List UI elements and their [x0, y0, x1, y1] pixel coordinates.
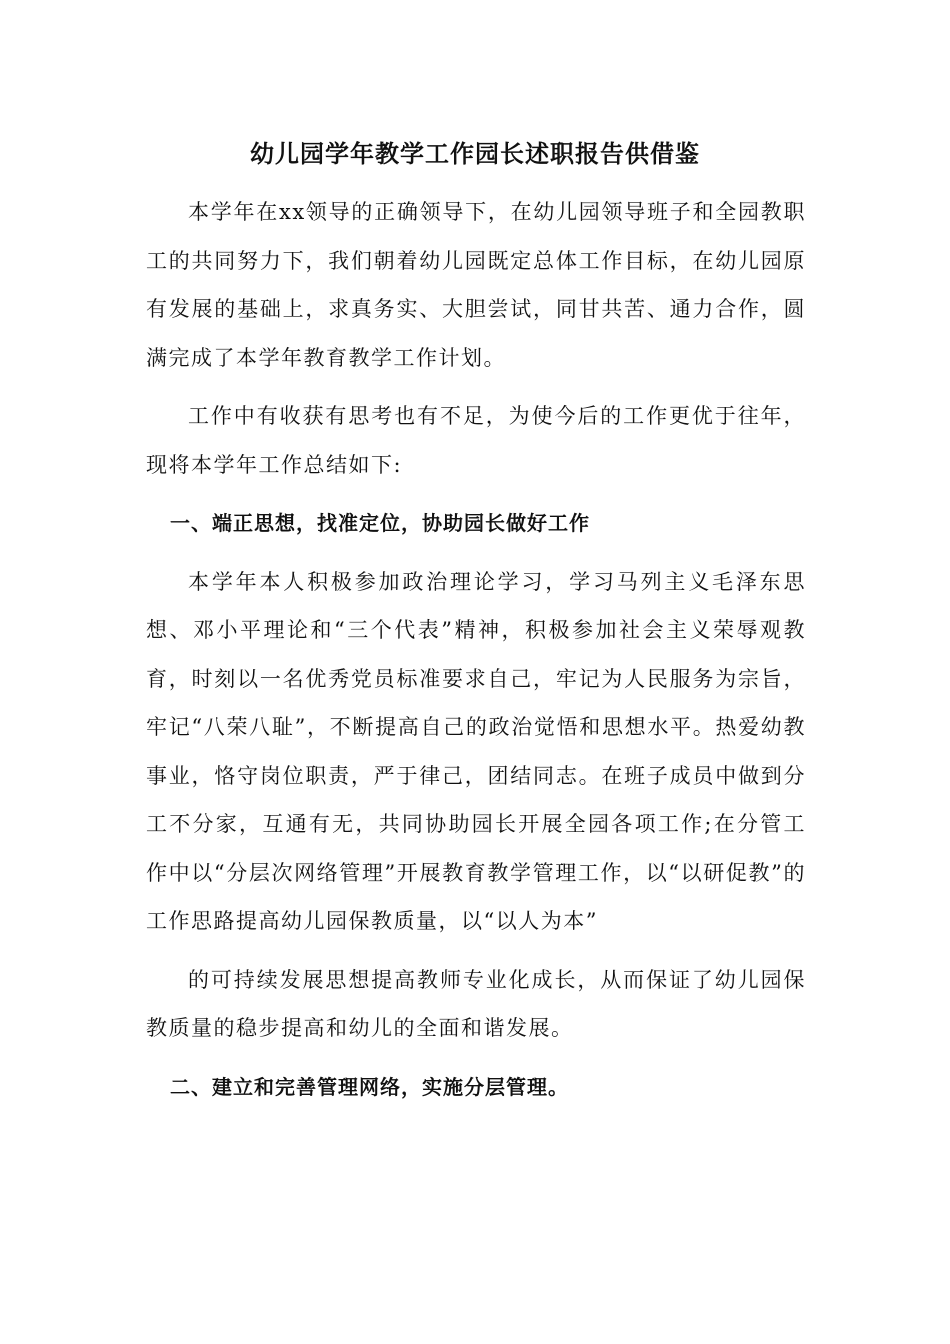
section-heading-2: 二、建立和完善管理网络，实施分层管理。 — [170, 1074, 569, 1099]
page-title: 幼儿园学年教学工作园长述职报告供借鉴 — [250, 140, 700, 168]
paragraph-intro: 本学年在xx领导的正确领导下，在幼儿园领导班子和全园教职工的共同努力下，我们朝着幼儿园既定总体工作目标，在幼儿园原有发展的基础上，求真务实、大胆尝试，同甘共苦、通力合作，圆满完成了本学年教育教学工作计划。 — [146, 200, 806, 370]
paragraph-section-1: 本学年本人积极参加政治理论学习，学习马列主义毛泽东思想、邓小平理论和“三个代表”精神，积极参加社会主义荣辱观教育，时刻以一名优秀党员标准要求自己，牢记为人民服务为宗旨，牢记“八荣八耻”，不断提高自己的政治觉悟和思想水平。热爱幼教事业，恪守岗位职责，严于律己，团结同志。在班子成员中做到分工不分家，互通有无，共同协助园长开展全园各项工作;在分管工作中以“分层次网络管理”开展教育教学管理工作，以“以研促教”的工作思路提高幼儿园保教质量，以“以人为本” — [146, 569, 806, 933]
section-heading-1: 一、端正思想，找准定位，协助园长做好工作 — [170, 511, 590, 535]
document-body — [146, 188, 806, 1121]
paragraph-summary-lead: 工作中有收获有思考也有不足，为使今后的工作更优于往年，现将本学年工作总结如下: — [146, 404, 806, 477]
paragraph-section-1-continued: 的可持续发展思想提高教师专业化成长，从而保证了幼儿园保教质量的稳步提高和幼儿的全面和谐发展。 — [146, 967, 806, 1040]
